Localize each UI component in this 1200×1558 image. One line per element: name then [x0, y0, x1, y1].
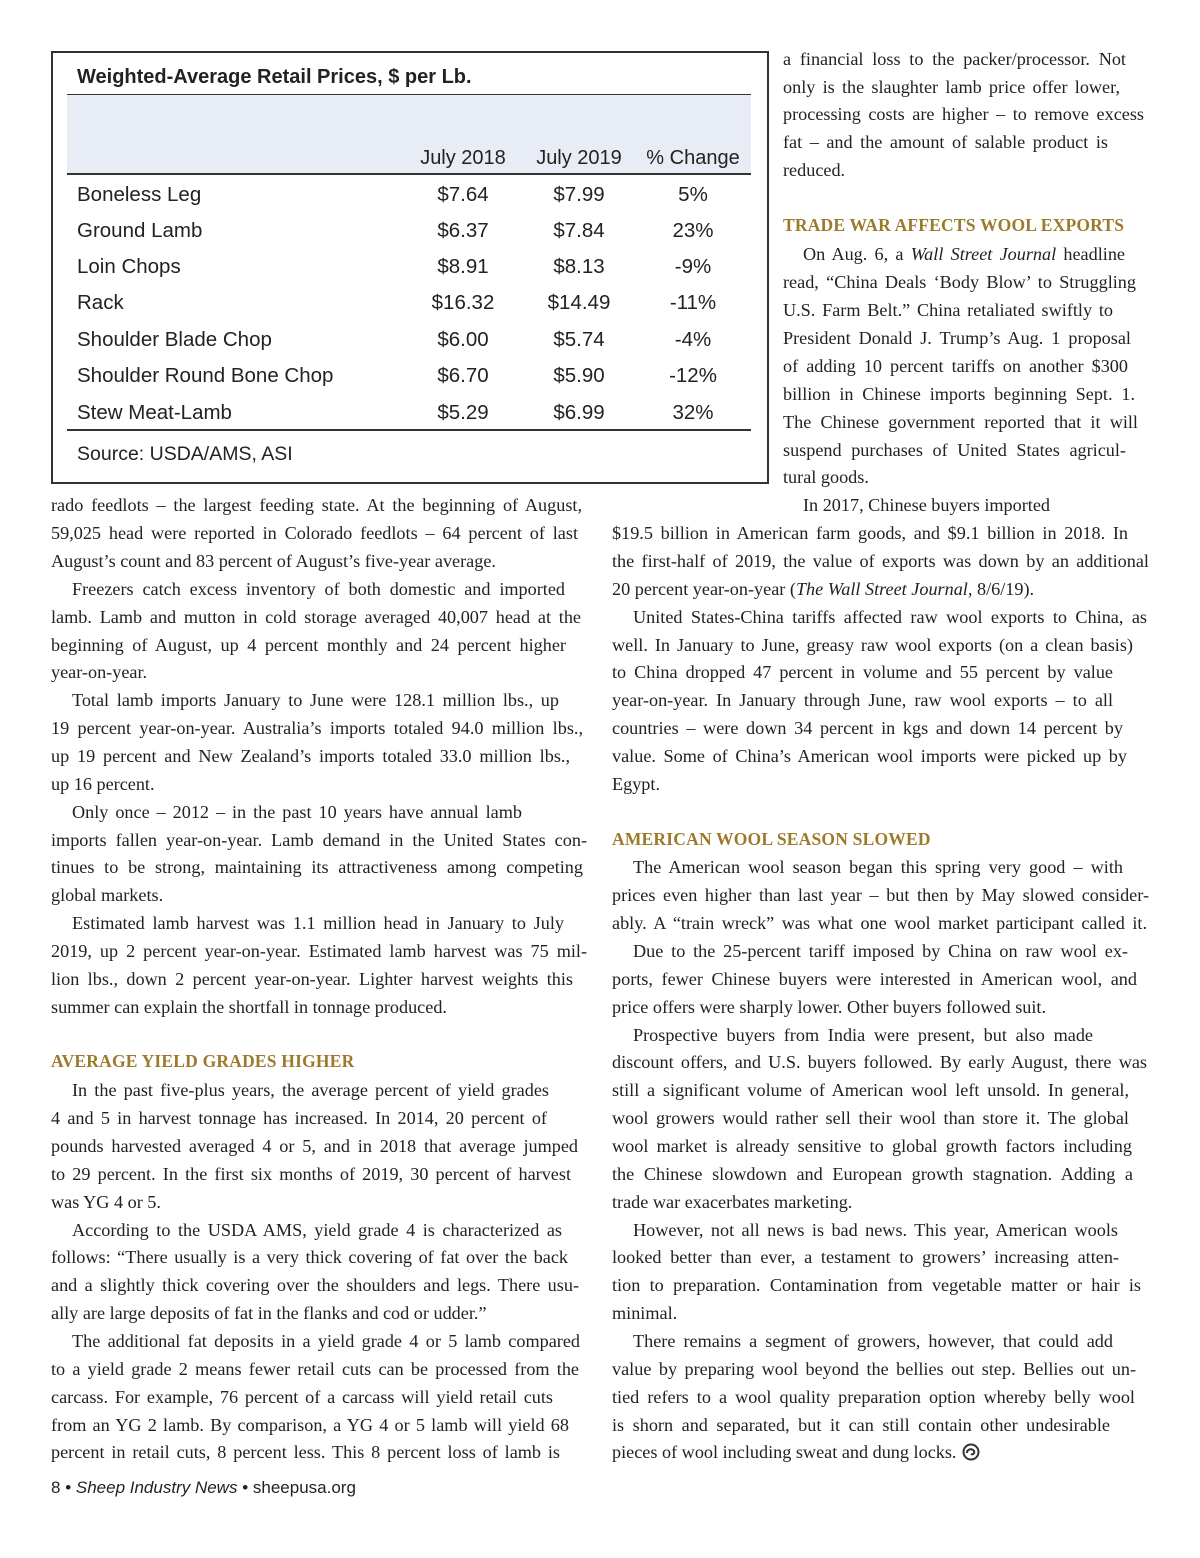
left-body-line: 19 percent year-on-year. Australia’s imports totaled 94.0 million lbs., [51, 718, 583, 738]
right-top-line: processing costs are higher – to remove excess [783, 104, 1144, 124]
wool-season-line: looked better than ever, a testament to growers’ increasing atten- [612, 1247, 1119, 1267]
left-body-line: Estimated lamb harvest was 1.1 million head in January to July [72, 913, 564, 933]
left-body-line: Total lamb imports January to June were 128.1 million lbs., up [72, 690, 559, 710]
left-body-line: lion lbs., down 2 percent year-on-year. Lighter harvest weights this [51, 969, 573, 989]
trade-war-line: In 2017, Chinese buyers imported [803, 495, 1051, 515]
trade-war-line: tural goods. [783, 467, 869, 487]
row-name: Ground Lamb [77, 219, 203, 242]
left-body-line: tinues to be strong, maintaining its attractiveness among competing [51, 857, 583, 877]
table-bottom-rule [67, 429, 751, 431]
row-change: -9% [674, 255, 712, 278]
wool-season-line: value by preparing wool beyond the bellies out step. Bellies out un- [612, 1359, 1136, 1379]
trade-war-line: countries – were down 34 percent in kgs and down 14 percent by [612, 718, 1123, 738]
table-row [53, 183, 767, 219]
left-body-line: lamb. Lamb and mutton in cold storage averaged 40,007 head at the [51, 607, 581, 627]
wool-season-line: Due to the 25-percent tariff imposed by China on raw wool ex- [633, 941, 1128, 961]
wool-season-line: Prospective buyers from India were present, but also made [633, 1025, 1093, 1045]
yield-grades-line: According to the USDA AMS, yield grade 4 is characterized as [72, 1220, 562, 1240]
yield-grades-line: to 29 percent. In the first six months of 2019, 30 percent of harvest [51, 1164, 571, 1184]
wool-season-line: ports, fewer Chinese buyers were interested in American wool, and [612, 969, 1137, 989]
trade-war-line: $19.5 billion in American farm goods, and $9.1 billion in 2018. In [612, 523, 1128, 543]
yield-grades-line: 4 and 5 in harvest tonnage has increased. In 2014, 20 percent of [51, 1108, 547, 1128]
yield-grades-line: ally are large deposits of fat in the flanks and cod or udder.” [51, 1303, 487, 1323]
page-footer: 8 • Sheep Industry News • sheepusa.org [51, 1478, 356, 1497]
trade-war-line: Egypt. [612, 774, 660, 794]
left-body-line: Only once – 2012 – in the past 10 years have annual lamb [72, 802, 522, 822]
trade-war-line: well. In January to June, greasy raw wool exports (on a clean basis) [612, 635, 1133, 655]
row-2018: $6.37 [437, 219, 489, 242]
table-header-rule [67, 173, 751, 175]
row-2018: $16.32 [431, 291, 495, 314]
left-body-line: rado feedlots – the largest feeding state. At the beginning of August, [51, 495, 582, 515]
wool-season-line: wool growers would rather sell their wool than store it. The global [612, 1108, 1129, 1128]
row-2019: $5.90 [553, 364, 605, 387]
right-top-line: only is the slaughter lamb price offer lower, [783, 77, 1120, 97]
table-row [53, 364, 767, 400]
retail-prices-table [51, 51, 769, 484]
left-body-line: up 16 percent. [51, 774, 155, 794]
trade-war-line: President Donald J. Trump’s Aug. 1 proposal [783, 328, 1131, 348]
yield-grades-line: was YG 4 or 5. [51, 1192, 161, 1212]
trade-war-line: to China dropped 47 percent in volume and 55 percent by value [612, 662, 1113, 682]
page-number: 8 [51, 1478, 61, 1497]
row-2018: $7.64 [437, 183, 489, 206]
row-2018: $6.70 [437, 364, 489, 387]
heading-wool-season: AMERICAN WOOL SEASON SLOWED [612, 829, 931, 849]
trade-war-line: read, “China Deals ‘Body Blow’ to Struggling [783, 272, 1136, 292]
wool-season-line: wool market is already sensitive to global growth factors including [612, 1136, 1132, 1156]
table-row [53, 401, 767, 437]
wool-season-line: prices even higher than last year – but then by May slowed consider- [612, 885, 1149, 905]
table-source: Source: USDA/AMS, ASI [77, 443, 293, 465]
col-header-2019: July 2019 [536, 147, 622, 169]
row-change: -4% [674, 328, 712, 351]
row-2018: $8.91 [437, 255, 489, 278]
yield-grades-line: In the past five-plus years, the average percent of yield grades [72, 1080, 549, 1100]
yield-grades-line: pounds harvested averaged 4 or 5, and in 2018 that average jumped [51, 1136, 578, 1156]
heading-trade-war: TRADE WAR AFFECTS WOOL EXPORTS [783, 215, 1125, 235]
wool-season-line: However, not all news is bad news. This year, American wools [633, 1220, 1118, 1240]
row-name: Loin Chops [77, 255, 181, 278]
row-change: -11% [669, 291, 717, 314]
left-body-line: 59,025 head were reported in Colorado feedlots – 64 percent of last [51, 523, 578, 543]
trade-war-line: of adding 10 percent tariffs on another $300 [783, 356, 1128, 376]
yield-grades-line: carcass. For example, 76 percent of a carcass will yield retail cuts [51, 1387, 553, 1407]
heading-yield-grades: AVERAGE YIELD GRADES HIGHER [51, 1051, 355, 1071]
row-2019: $7.99 [553, 183, 605, 206]
row-name: Rack [77, 291, 124, 314]
right-top-line: fat – and the amount of salable product is [783, 132, 1108, 152]
wool-season-line: is shorn and separated, but it can still contain other undesirable [612, 1415, 1110, 1435]
left-body-line: global markets. [51, 885, 164, 905]
left-body-line: August’s count and 83 percent of August’s five-year average. [51, 551, 496, 571]
wool-season-line: trade war exacerbates marketing. [612, 1192, 853, 1212]
wool-season-line: tion to preparation. Contamination from vegetable matter or hair is [612, 1275, 1141, 1295]
wool-season-line: The American wool season began this spring very good – with [633, 857, 1123, 877]
table-row [53, 219, 767, 255]
row-change: 5% [678, 183, 708, 206]
left-body-line: 2019, up 2 percent year-on-year. Estimated lamb harvest was 75 mil- [51, 941, 587, 961]
yield-grades-line: percent in retail cuts, 8 percent less. This 8 percent loss of lamb is [51, 1442, 560, 1462]
left-body-line: imports fallen year-on-year. Lamb demand in the United States con- [51, 830, 587, 850]
wool-season-line: There remains a segment of growers, however, that could add [633, 1331, 1113, 1351]
wool-season-line: minimal. [612, 1303, 678, 1323]
trade-war-line: suspend purchases of United States agricul- [783, 440, 1126, 460]
row-change: 32% [672, 401, 714, 424]
wool-season-line: tied refers to a wool quality preparation option whereby belly wool [612, 1387, 1135, 1407]
row-2019: $7.84 [553, 219, 605, 242]
left-body-line: Freezers catch excess inventory of both domestic and imported [72, 579, 565, 599]
wool-season-line: still a significant volume of American wool left unsold. In general, [612, 1080, 1129, 1100]
table-row [53, 255, 767, 291]
wool-season-line: discount offers, and U.S. buyers followed. By early August, there was [612, 1052, 1147, 1072]
right-top-line: reduced. [783, 160, 846, 180]
row-name: Shoulder Blade Chop [77, 328, 272, 351]
yield-grades-line: and a slightly thick covering over the shoulders and legs. There usu- [51, 1275, 579, 1295]
wool-season-line: ably. A “train wreck” was what one wool market participant called it. [612, 913, 1147, 933]
trade-war-line: United States-China tariffs affected raw wool exports to China, as [633, 607, 1147, 627]
row-name: Stew Meat-Lamb [77, 401, 232, 424]
left-body-line: up 19 percent and New Zealand’s imports totaled 33.0 million lbs., [51, 746, 570, 766]
trade-war-line: 20 percent year-on-year (The Wall Street Journal, 8/6/19). [612, 579, 1035, 599]
trade-war-line: the first-half of 2019, the value of exports was down by an additional [612, 551, 1149, 571]
row-change: 23% [672, 219, 714, 242]
left-body-line: beginning of August, up 4 percent monthly and 24 percent higher [51, 635, 566, 655]
row-2019: $6.99 [553, 401, 605, 424]
trade-war-line: billion in Chinese imports beginning Sept. 1. [783, 384, 1135, 404]
right-top-line: a financial loss to the packer/processor. Not [783, 49, 1126, 69]
trade-war-line: The Chinese government reported that it will [783, 412, 1138, 432]
table-title: Weighted-Average Retail Prices, $ per Lb. [77, 66, 472, 88]
trade-war-line: U.S. Farm Belt.” China retaliated swiftly to [783, 300, 1113, 320]
col-header-change: % Change [646, 147, 740, 169]
row-2019: $8.13 [553, 255, 605, 278]
row-name: Shoulder Round Bone Chop [77, 364, 334, 387]
wool-season-line: price offers were sharply lower. Other buyers followed suit. [612, 997, 1047, 1017]
row-2019: $14.49 [547, 291, 611, 314]
trade-war-line: On Aug. 6, a Wall Street Journal headline [803, 244, 1125, 264]
yield-grades-line: follows: “There usually is a very thick covering of fat over the back [51, 1247, 568, 1267]
col-header-2018: July 2018 [420, 147, 506, 169]
site-link[interactable]: sheepusa.org [252, 1478, 356, 1497]
trade-war-line: value. Some of China’s American wool imports were picked up by [612, 746, 1127, 766]
yield-grades-line: The additional fat deposits in a yield grade 4 or 5 lamb compared [72, 1331, 580, 1351]
row-2018: $5.29 [437, 401, 489, 424]
row-2018: $6.00 [437, 328, 489, 351]
wool-season-line: the Chinese slowdown and European growth stagnation. Adding a [612, 1164, 1133, 1184]
publication-name: Sheep Industry News [75, 1478, 238, 1497]
trade-war-line: year-on-year. In January through June, raw wool exports – to all [612, 690, 1113, 710]
sheep-logo-icon [962, 1441, 980, 1459]
left-body-line: summer can explain the shortfall in tonnage produced. [51, 997, 447, 1017]
wool-season-line: pieces of wool including sweat and dung locks. [612, 1438, 980, 1466]
row-name: Boneless Leg [77, 183, 202, 206]
yield-grades-line: from an YG 2 lamb. By comparison, a YG 4 or 5 lamb will yield 68 [51, 1415, 569, 1435]
yield-grades-line: to a yield grade 2 means fewer retail cuts can be processed from the [51, 1359, 579, 1379]
row-change: -12% [669, 364, 717, 387]
row-2019: $5.74 [553, 328, 605, 351]
left-body-line: year-on-year. [51, 662, 148, 682]
table-row [53, 291, 767, 327]
table-row [53, 328, 767, 364]
